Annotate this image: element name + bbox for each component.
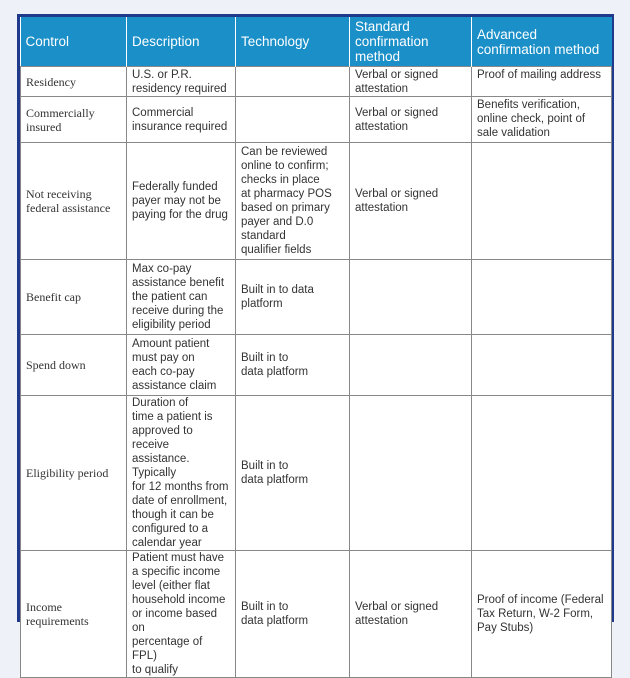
cell-standard: Verbal or signed attestation [350, 143, 472, 260]
cell-technology: Can be reviewed online to confirm; checks in place at pharmacy POS based on primary payer and D.0 standard qualifier fields [236, 143, 350, 260]
cell-standard [350, 335, 472, 396]
cell-advanced: Benefits verification, online check, point of sale validation [472, 97, 612, 143]
cell-standard [350, 260, 472, 335]
cell-technology: Built in to data platform [236, 551, 350, 678]
cell-control: Benefit cap [21, 260, 127, 335]
column-header-standard-confirmation: Standard confirmation method [350, 17, 472, 67]
cell-advanced [472, 260, 612, 335]
cell-control: Not receiving federal assistance [21, 143, 127, 260]
cell-control: Income requirements [21, 551, 127, 678]
cell-control: Residency [21, 67, 127, 97]
cell-advanced [472, 396, 612, 551]
cell-control: Spend down [21, 335, 127, 396]
cell-control: Eligibility period [21, 396, 127, 551]
cell-description: Patient must have a specific income level (either flat household income or income based on percentage of FPL) to qualify [127, 551, 236, 678]
cell-technology: Built in to data platform [236, 335, 350, 396]
controls-table [20, 17, 612, 678]
cell-technology [236, 97, 350, 143]
header-row [21, 17, 612, 67]
cell-description: Federally funded payer may not be paying for the drug [127, 143, 236, 260]
column-header-control: Control [21, 17, 127, 67]
column-header-technology: Technology [236, 17, 350, 67]
cell-description: Amount patient must pay on each co-pay assistance claim [127, 335, 236, 396]
cell-advanced [472, 335, 612, 396]
table-row [21, 97, 612, 143]
cell-advanced [472, 143, 612, 260]
table-row [21, 67, 612, 97]
cell-standard: Verbal or signed attestation [350, 97, 472, 143]
cell-description: U.S. or P.R. residency required [127, 67, 236, 97]
cell-control: Commercially insured [21, 97, 127, 143]
table-row [21, 396, 612, 551]
column-header-description: Description [127, 17, 236, 67]
cell-description: Duration of time a patient is approved to receive assistance. Typically for 12 months from date of enrollment, though it can be configured to a calendar year [127, 396, 236, 551]
cell-technology: Built in to data platform [236, 260, 350, 335]
cell-description: Commercial insurance required [127, 97, 236, 143]
column-header-advanced-confirmation: Advanced confirmation method [472, 17, 612, 67]
cell-advanced: Proof of income (Federal Tax Return, W-2 Form, Pay Stubs) [472, 551, 612, 678]
cell-description: Max co-pay assistance benefit the patient can receive during the eligibility period [127, 260, 236, 335]
cell-advanced: Proof of mailing address [472, 67, 612, 97]
cell-standard [350, 396, 472, 551]
table-row [21, 143, 612, 260]
cell-technology: Built in to data platform [236, 396, 350, 551]
table-frame [17, 14, 614, 676]
cell-standard: Verbal or signed attestation [350, 67, 472, 97]
table-row [21, 260, 612, 335]
table-row [21, 551, 612, 678]
table-row [21, 335, 612, 396]
cell-technology [236, 67, 350, 97]
cell-standard: Verbal or signed attestation [350, 551, 472, 678]
